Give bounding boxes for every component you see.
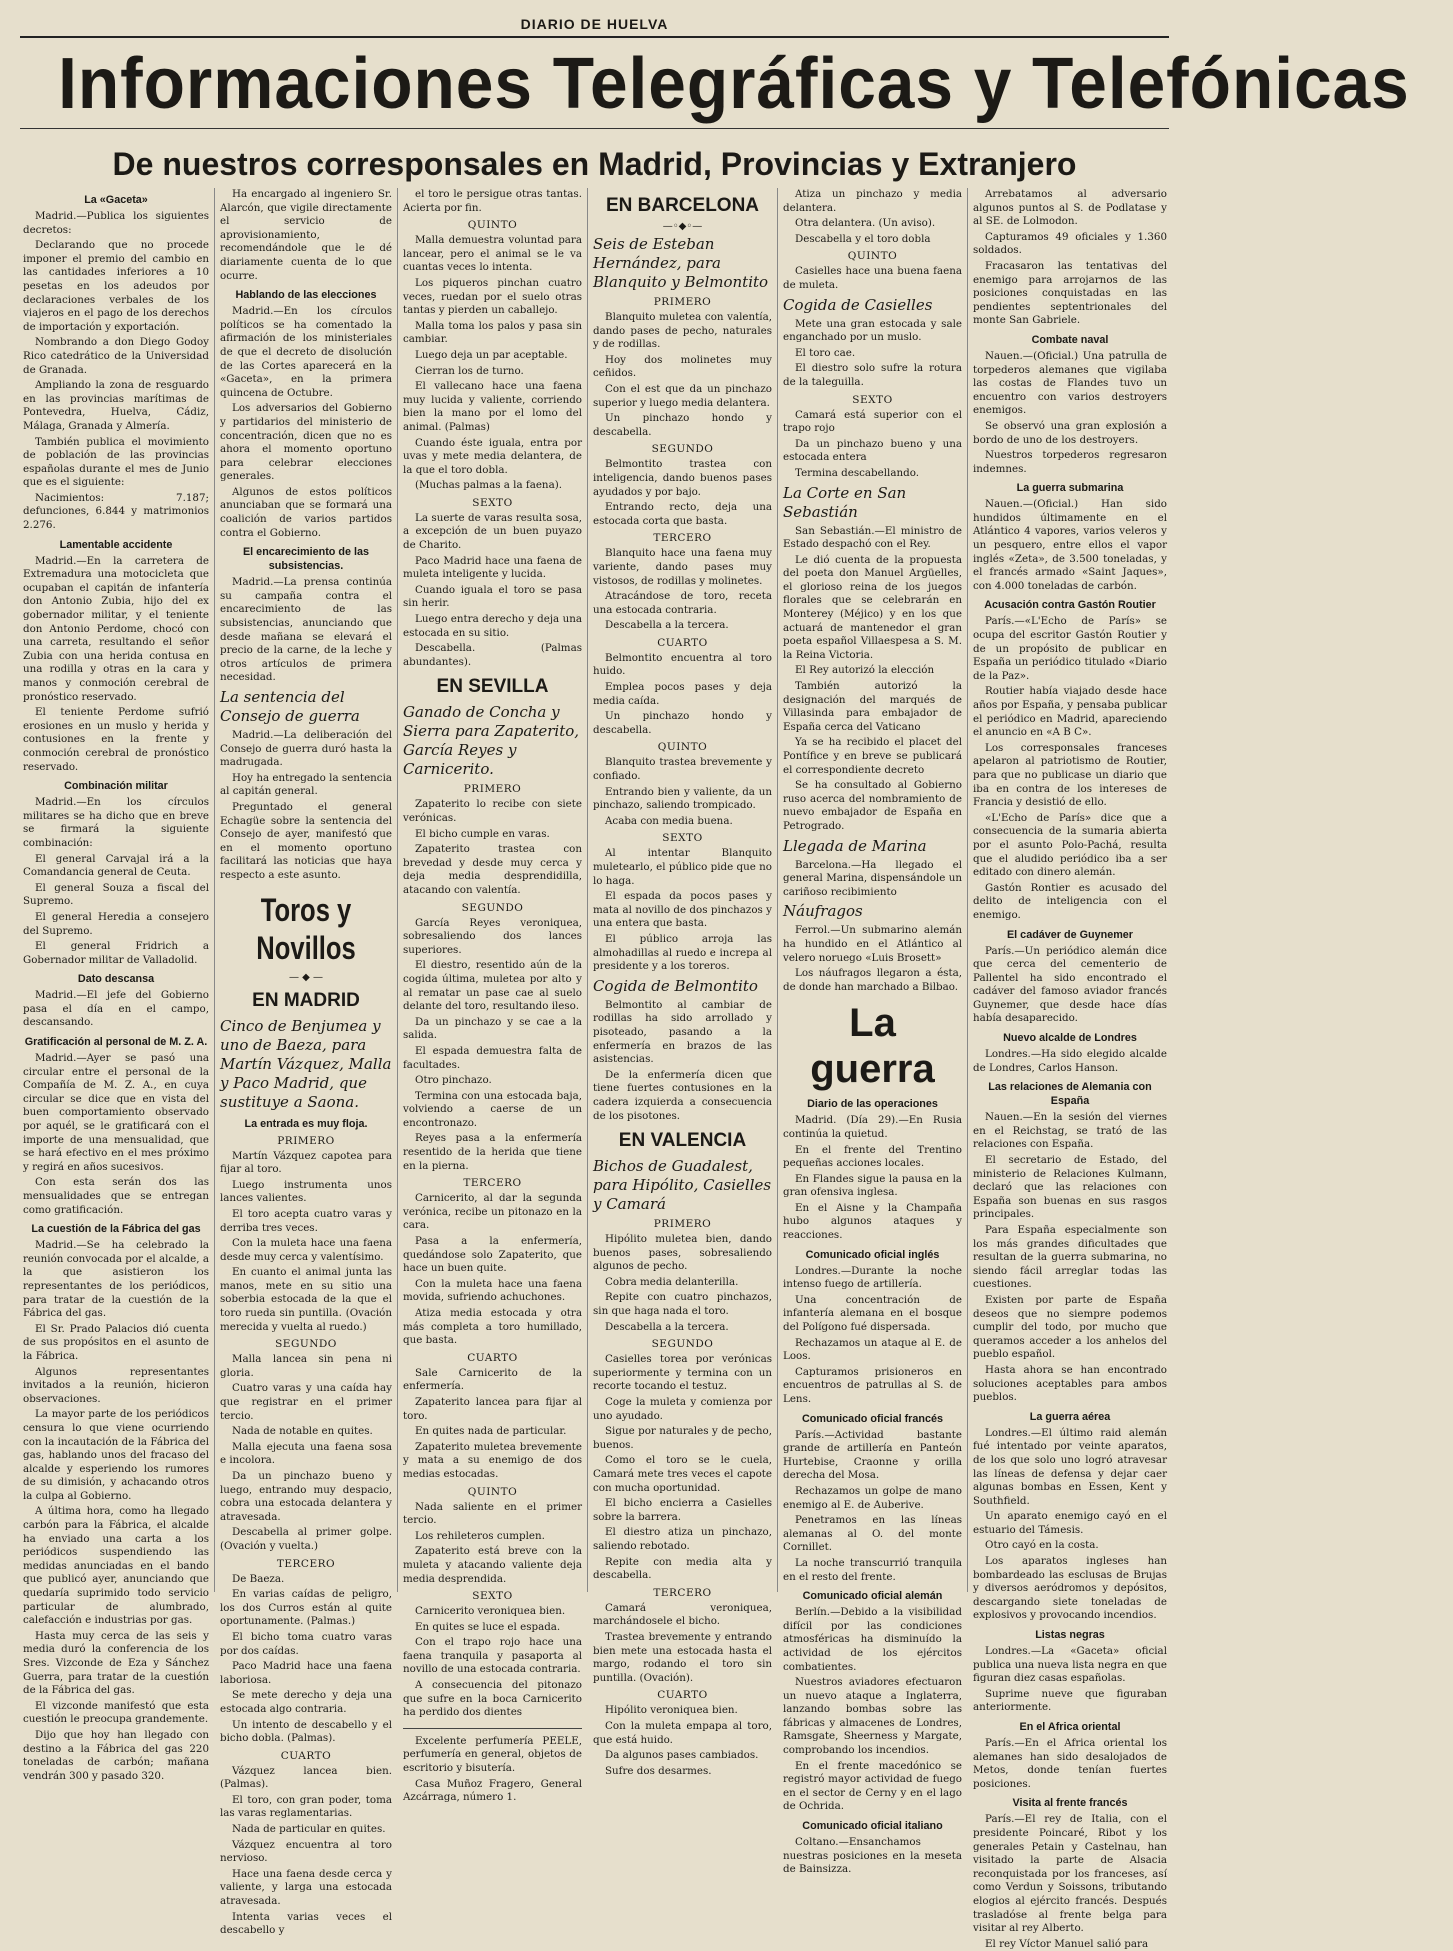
ad-text: Excelente perfumería PEELE, perfumería en general, objetos de escritorio y bisutería. [403,1734,582,1775]
paragraph: Luego instrumenta unos lances valientes. [220,1178,392,1205]
paragraph: Coge la muleta y comienza por uno ayudado. [593,1396,772,1422]
paragraph: Pasa a la enfermería, quedándose solo Zapaterito, que hace un buen quite. [403,1235,582,1275]
running-header: DIARIO DE HUELVA [20,16,1169,38]
paragraph: Madrid.—Ayer se pasó una circular entre el personal de la Compañía de M. Z. A., en cuya circular se dice que en vista del buen comportamiento observado por aquél, se le gratificará con el importe de una mensualidad, que se hará efectivo en el mes próximo y regirá en años sucesivos. [23,1052,209,1173]
heading-comunicado-aleman: Comunicado oficial alemán [802,1590,943,1603]
header-rule [20,128,1169,129]
paragraph: De Baeza. [232,1572,285,1585]
paragraph: Cuando éste iguala, entra por uvas y mete media delantera, de la que el toro dobla. [403,436,582,476]
paragraph: Berlín.—Debido a la visibilidad difícil por las condiciones atmosféricas ha disminuído la actividad de los ejércitos combatientes. [783,1606,962,1673]
toro-label: CUARTO [657,1689,708,1702]
paragraph: Madrid.—En la carretera de Extremadura una motocicleta que ocupaban el capitán de infantería don Antonio Zubia, hijo del ex gobernador militar, y el teniente don Antonio Perdome, chocó con una carreta, resultando el señor Zubia con una herida contusa en una rodilla y otras en la cara y manos y conmoción cerebral de pronóstico reservado. [23,554,209,703]
paragraph: Routier había viajado desde hace años por España, y pensaba publicar el periódico en Madrid, apareciendo el anuncio en «A B C». [973,685,1167,739]
heading-listas-negras: Listas negras [1035,1629,1105,1642]
paragraph: Casielles hace una buena faena de muleta. [783,265,962,291]
paragraph: Penetramos en las líneas alemanas al O. del monte Cornillet. [783,1514,962,1554]
paragraph: Un intento de descabello y el bicho dobla. (Palmas). [220,1718,392,1745]
toro-label: SEXTO [472,1590,513,1603]
paragraph: El secretario de Estado, del ministerio de Relaciones Kulmann, declaró que las relaciones con España son buenas en sus rasgos principales. [973,1154,1167,1221]
toro-label: QUINTO [657,741,708,754]
paragraph: Se observó una gran explosión a bordo de uno de los destroyers. [973,419,1167,446]
paragraph: Martín Vázquez capotea para fijar al toro. [220,1149,392,1176]
paragraph: El general Heredia a consejero del Supremo. [23,910,209,937]
paragraph: El bicho encierra a Casielles sobre la barrera. [593,1497,772,1523]
paragraph: Nombrando a don Diego Godoy Rico catedrático de la Universidad de Granada. [23,336,209,376]
paragraph: Malla toma los palos y pasa sin cambiar. [403,319,582,346]
paragraph: Luego deja un par aceptable. [415,348,568,361]
paragraph: Ampliando la zona de resguardo en las provincias marítimas de Pontevedra, Huelva, Cádiz, Málaga, Granada y Almería. [23,379,209,432]
paragraph: El vizconde manifestó que esta cuestión le preocupa grandemente. [23,1699,209,1726]
paragraph: Sufre dos desarmes. [605,1764,712,1777]
paragraph: Da un pinchazo y se cae a la salida. [403,1015,582,1042]
toro-label: CUARTO [657,636,708,649]
heading-guerra-aerea: La guerra aérea [1029,1410,1111,1423]
paragraph: Intenta varias veces el descabello y [220,1910,392,1937]
paragraph: El toro, con gran poder, toma las varas reglamentarias. [220,1793,392,1820]
toro-label: SEGUNDO [651,1338,714,1351]
paragraph: En el frente macedónico se registró mayor actividad de fuego en el sector de Cerny y en el lago de Ochrida. [783,1759,962,1813]
paragraph: Hoy ha entregado la sentencia al capitán general. [220,771,392,798]
paragraph: Nuestros aviadores efectuaron un nuevo ataque a Inglaterra, lanzando bombas sobre las fábricas y almacenes de Londres, Ramsgate, Sheerness y Margate, comprobando los incendios. [783,1676,962,1757]
heading-naufragos: Náufragos [783,902,863,921]
paragraph: Se ha consultado al Gobierno ruso acerca del nombramiento de nuevo embajador de España en Petrogrado. [783,779,962,832]
paragraph: Atiza media estocada y otra más completa a toro humillado, que basta. [403,1307,582,1347]
paragraph: Le dió cuenta de la propuesta del poeta don Manuel Argüelles, el glorioso reina de los juegos florales que se celebrarán en Monterey (Méjico) y en los que actuará de mantenedor el gran poeta español Villaespesa a S. M. la Reina Victoria. [783,553,962,661]
heading-fabrica-gas: La cuestión de la Fábrica del gas [31,1223,201,1236]
paragraph: Otra delantera. (Un aviso). [795,217,936,230]
paragraph: el toro le persigue otras tantas. Acierta por fin. [403,188,582,214]
paragraph: El Rey autorizó la elección [795,664,935,677]
section-subtitle: De nuestros corresponsales en Madrid, Provincias y Extranjero [112,146,1077,182]
paragraph: Madrid.—En los círculos militares se ha dicho que en breve se firmará la siguiente combinación: [23,796,209,849]
toro-label: PRIMERO [277,1134,335,1147]
paragraph: Hipólito veroniquea bien. [605,1704,738,1717]
paragraph: Con la muleta hace una faena desde muy cerca y valentísimo. [220,1237,392,1263]
paragraph: Londres.—La «Gaceta» oficial publica una nueva lista negra en que figuran diez casas españolas. [973,1645,1167,1685]
heading-visita-frente: Visita al frente francés [1012,1797,1128,1810]
paragraph: El diestro solo sufre la rotura de la taleguilla. [783,362,962,388]
toro-label: SEGUNDO [651,443,714,456]
paragraph: Zapaterito está breve con la muleta y atacando valiente deja media desprendida. [403,1545,582,1585]
heading-comunicado-italiano: Comunicado oficial italiano [802,1820,943,1833]
toro-label: CUARTO [280,1749,332,1762]
column-4 [588,188,778,1777]
paragraph: Entrando bien y valiente, da un pinchazo, saliendo trompicado. [593,785,772,812]
paragraph: El rey Víctor Manuel salió para [985,1937,1149,1950]
paragraph: Blanquito trastea brevemente y confiado. [593,756,772,783]
paragraph: Suprime nueve que figuraban anteriormente. [973,1687,1167,1714]
heading-toros-novillos: Toros y Novillos [256,891,356,966]
paragraph: Con esta serán dos las mensualidades que se entregan como gratificación. [23,1176,209,1216]
heading-gaceta: La «Gaceta» [84,194,148,206]
paragraph: Malla lancea sin pena ni gloria. [220,1353,392,1379]
subheading-ganaderia: Seis de Esteban Hernández, para Blanquito y Belmontito [593,235,769,291]
paragraph: El general Carvajal irá a la Comandancia general de Ceuta. [23,852,209,879]
paragraph: El espada demuestra falta de facultades. [403,1044,582,1071]
paragraph: Luego entra derecho y deja una estocada en su sitio. [403,613,582,639]
paragraph: Hasta muy cerca de las seis y media duró la conferencia de los Sres. Vizconde de Eza y Sánchez Guerra, para tratar de la cuestión de la Fábrica del gas. [23,1629,209,1697]
toro-label: TERCERO [463,1177,522,1190]
subheading-ganaderia: Ganado de Concha y Sierra para Zapaterito, García Reyes y Carnicerito. [403,703,580,779]
heading-en-valencia: EN VALENCIA [618,1130,747,1152]
heading-diario-operaciones: Diario de las operaciones [807,1098,938,1111]
paragraph: Carnicerito veroniquea bien. [415,1605,566,1618]
paragraph: Nauen.—En la sesión del viernes en el Reichstag, se trató de las relaciones con España. [973,1111,1167,1151]
paragraph: Belmontito al cambiar de rodillas ha sido arrollado y pisoteado, pasando a la enfermería en brazos de las asistencias. [593,998,772,1066]
paragraph: Da un pinchazo bueno y una estocada entera [783,437,962,464]
paragraph: En el Aisne y la Champaña hubo algunos ataques y reacciones. [783,1201,962,1242]
paragraph: Trastea brevemente y entrando bien mete una estocada hasta el margo, rodando el toro sin puntilla. (Ovación). [593,1630,772,1684]
heading-entrada: La entrada es muy floja. [244,1117,368,1130]
paragraph: París.—En el Africa oriental los alemanes han sido desalojados de Metos, donde tenían fuertes posiciones. [973,1737,1167,1790]
paragraph: Madrid.—En los círculos políticos se ha comentado la afirmación de los ministeriales de que el decreto de disolución de las Cortes aparecerá en la «Gaceta», en la primera quincena de Octubre. [220,305,392,399]
paragraph: Belmontito trastea con inteligencia, dando buenos pases ayudados y por bajo. [593,458,772,498]
paragraph: Hoy dos molinetes muy ceñidos. [593,353,772,380]
paragraph: Coltano.—Ensanchamos nuestras posiciones en la meseta de Bainsizza. [783,1836,962,1876]
paragraph: París.—El rey de Italia, con el presidente Poincaré, Ribot y los generales Petain y Castelnau, han visitado la parte de Alsacia reconquistada por los franceses, así como Verdun y Soissons, tributando elogios al ejército francés. Después trasladóse al frente belga para visitar al rey Alberto. [973,1813,1167,1935]
paragraph: El toro acepta cuatro varas y derriba tres veces. [220,1207,392,1234]
toro-label: SEGUNDO [461,901,524,914]
paragraph: García Reyes veroniquea, sobresaliendo dos lances superiores. [403,916,582,956]
paragraph: París.—Un periódico alemán dice que cerca del cementerio de Pallentel ha sido encontrado el cadáver del famoso aviador francés Guynemer, que desde hace días había desaparecido. [973,944,1167,1025]
column-5 [778,188,968,1876]
paragraph: A consecuencia del pitonazo que sufre en la boca Carnicerito ha perdido dos dientes [403,1679,582,1719]
toro-label: PRIMERO [653,296,712,308]
paragraph: Un pinchazo hondo y descabella. [593,412,772,438]
paragraph: Arrebatamos al adversario algunos puntos al S. de Podlatase y al SE. de Lolmodon. [973,188,1167,228]
heading-elecciones: Hablando de las elecciones [235,289,377,302]
paragraph: Cierran los de turno. [415,364,524,377]
paragraph: El general Souza a fiscal del Supremo. [23,881,209,908]
heading-alcalde-londres: Nuevo alcalde de Londres [1003,1032,1137,1045]
paragraph: Con la muleta hace una faena movida, sufriendo achuchones. [403,1277,582,1304]
paragraph: Da algunos pases cambiados. [605,1749,759,1762]
paragraph: Descabella y el toro dobla [795,232,931,245]
paragraph: La suerte de varas resulta sosa, a excepción de un buen puyazo de Charito. [403,511,582,552]
paragraph: Blanquito hace una faena muy variente, dando pases muy vistosos, de rodillas y molinetes. [593,547,772,587]
paragraph: «L'Echo de París» dice que a consecuencia de la sumaria abierta por el asunto Polo-Pachá, resulta que el aludido periódico iba a ser editado con dinero alemán. [973,811,1167,879]
paragraph: Paco Madrid hace una faena de muleta inteligente y lucida. [403,554,582,581]
paragraph: Los rehileteros cumplen. [415,1529,545,1542]
paragraph: Los aparatos ingleses han bombardeado las esclusas de Brujas y diversos aeródromos y depósitos, descargando siete toneladas de explosivos y provocando incendios. [973,1555,1167,1622]
heading-en-barcelona: EN BARCELONA [605,195,760,216]
heading-alemania-espana: Las relaciones de Alemania con España [988,1081,1152,1108]
paragraph: Zapaterito lo recibe con siete verónicas. [403,798,582,824]
paragraph: Fracasaron las tentativas del enemigo para arrojarnos de las posiciones conquistadas en las pendientes septentrionales del monte San Gabriele. [973,259,1167,327]
paragraph: Algunos de estos políticos anunciaban que se formará una coalición de varios partidos contra el Gobierno. [220,485,392,539]
paragraph: La mayor parte de los periódicos censura lo que viene ocurriendo con la incautación de la Fábrica del gas, hablando unos del fracaso del alcalde y esperiendo los rumores de su dimisión, y achacando otros la culpa al Gobierno. [23,1408,209,1502]
paragraph: Nada de notable en quites. [232,1425,373,1438]
toro-label: CUARTO [467,1351,518,1364]
heading-cogida-belmontito: Cogida de Belmontito [593,976,758,995]
paragraph: Da un pinchazo bueno y luego, entrando muy despacio, cobra una estocada delantera y atravesada. [220,1470,392,1523]
paragraph: Los adversarios del Gobierno y partidarios del ministerio de concentración, dicen que no es ahora el momento oportuno para celebrar elecciones generales. [220,402,392,483]
ornament-divider: —◦◆◦— [662,221,703,232]
paragraph: Un aparato enemigo cayó en el estuario del Támesis. [973,1510,1167,1536]
heading-llegada-marina: Llegada de Marina [783,836,927,855]
paragraph: Belmontito encuentra al toro huido. [593,651,772,678]
paragraph: Otro pinchazo. [415,1074,492,1087]
paragraph: Preguntado el general Echagüe sobre la sentencia del Consejo de ayer, manifestó que en el momento oportuno facilitará las noticias que haya respecto a este asunto. [220,800,392,881]
paragraph: Nauen.—(Oficial.) Una patrulla de torpederos alemanes que vigilaba las costas de Flandes tuvo un encuentro con varios destroyers enemigos. [973,349,1167,417]
paragraph: De la enfermería dicen que tiene fuertes contusiones en la cadera izquierda a consecuencia de los pisotones. [593,1068,772,1122]
paragraph: Los corresponsales franceses apelaron al patriotismo de Routier, para que no publicase un diario que iba en contra de los intereses de Francia y desistió de ello. [973,741,1167,809]
paragraph: Madrid.—El jefe del Gobierno pasa el día en el campo, descansando. [23,989,209,1029]
paragraph: Declarando que no procede imponer el premio del cambio en las cantidades inferiores a 10 pesetas en los adeudos por declaraciones verbales de los viajeros en el pago de los derechos de importación y exportación. [23,239,209,333]
paragraph: Zapaterito trastea con brevedad y desde muy cerca y deja media desprendidilla, atacando con valentía. [403,843,582,896]
heading-accidente: Lamentable accidente [59,538,173,551]
paragraph: Los náufragos llegaron a ésta, de donde han marchado a Bilbao. [783,967,962,993]
paragraph: Nauen.—(Oficial.) Han sido hundidos últimamente en el Atlántico 4 vapores, varios veleros y un pesquero, entre ellos el vapor inglés «Zeta», de 3.500 toneladas, y el francés armado «Saint Jaques», con 4.000 toneladas de carbón. [973,498,1167,592]
paragraph: Otro cayó en la costa. [985,1539,1099,1552]
paragraph: Mete una gran estocada y sale enganchado por un muslo. [783,317,962,344]
paragraph: Ferrol.—Un submarino alemán ha hundido en el Atlántico al velero noruego «Luis Brosett» [783,924,962,964]
subheading-ganaderia: Cinco de Benjumea y uno de Baeza, para Martín Vázquez, Malla y Paco Madrid, que sustituye a Saona. [220,1016,392,1111]
paragraph: Blanquito muletea con valentía, dando pases de pecho, naturales y de rodillas. [593,311,772,351]
toro-label: TERCERO [653,1586,712,1599]
paragraph: Capturamos 49 oficiales y 1.360 soldados. [973,230,1167,257]
paragraph: París.—Actividad bastante grande de artillería en Panteón Hurtebise, Craonne y orilla derecha del Mosa. [783,1428,962,1482]
paragraph: El general Fridrich a Gobernador militar de Valladolid. [23,940,209,966]
column-6 [968,188,1172,1950]
paragraph: Hipólito muletea bien, dando buenos pases, sobresaliendo algunos de pecho. [593,1233,772,1273]
heading-guerra-submarina: La guerra submarina [1016,482,1124,495]
paragraph: Termina descabellando. [795,466,919,479]
heading-combate-naval: Combate naval [1031,333,1109,346]
paragraph: En quites se luce el espada. [415,1620,561,1633]
paragraph: Gastón Rontier es acusado del delito de inteligencia con el enemigo. [973,881,1167,921]
heading-guynemer: El cadáver de Guynemer [1006,928,1134,941]
paragraph: Carnicerito, al dar la segunda verónica, recibe un pitonazo en la cara. [403,1192,582,1232]
paragraph: También publica el movimiento de población de las provincias españolas durante el mes de Junio que es el siguiente: [23,435,209,489]
paragraph: Una concentración de infantería alemana en el bosque del Polígono fué dispersada. [783,1293,962,1334]
paragraph: El teniente Perdome sufrió erosiones en un muslo y herida y contusiones en la frente y conmoción cerebral de pronóstico reservado. [23,706,209,773]
paragraph: Vázquez encuentra al toro nervioso. [220,1838,392,1865]
heading-gratificacion: Gratificación al personal de M. Z. A. [24,1036,208,1049]
paragraph: Londres.—El último raid alemán fué intentado por veinte aparatos, de los que solo uno logró atravesar las líneas de defensa y dejar caer algunas bombas en Essen, Kent y Southfield. [973,1426,1167,1507]
paragraph: La noche transcurrió tranquila en el resto del frente. [783,1556,962,1583]
paragraph: En el frente del Trentino pequeñas acciones locales. [783,1143,962,1170]
heading-en-madrid: EN MADRID [252,989,360,1011]
column-2 [215,188,398,1937]
article-columns [18,188,1172,1950]
paragraph: En Flandes sigue la pausa en la gran ofensiva inglesa. [783,1172,962,1199]
paragraph: Malla ejecuta una faena sosa e incolora. [220,1440,392,1467]
paragraph: Repite con cuatro pinchazos, sin que haga nada el toro. [593,1291,772,1318]
column-1 [18,188,215,1782]
paragraph: Ha encargado al ingeniero Sr. Alarcón, que vigile directamente el servicio de aprovisionamiento, recomendándole que le dé diariamente cuenta de lo que ocurre. [220,188,392,282]
paragraph: Capturamos prisioneros en encuentros de patrullas al S. de Lens. [783,1365,962,1405]
paragraph: Emplea pocos pases y deja media caída. [593,681,772,707]
paragraph: En quites nada de particular. [415,1425,567,1438]
heading-subsistencias: El encarecimiento de las subsistencias. [242,546,370,573]
paragraph: El diestro atiza un pinchazo, saliendo rebotado. [593,1526,772,1552]
paragraph: Vázquez lancea bien. (Palmas). [220,1764,392,1791]
paragraph: El público arroja las almohadillas al ruedo e increpa al presidente y a los toreros. [593,932,772,973]
heading-comunicado-ingles: Comunicado oficial inglés [805,1248,940,1261]
paragraph: Londres.—Ha sido elegido alcalde de Londres, Carlos Hanson. [973,1048,1167,1074]
heading-comunicado-frances: Comunicado oficial francés [802,1412,943,1425]
paragraph: Nuestros torpederos regresaron indemnes. [973,449,1167,475]
paragraph: Casielles torea por verónicas superiormente y termina con un recorte tocando el testuz. [593,1353,772,1393]
paragraph: Con el est que da un pinchazo superior y luego media delantera. [593,382,772,409]
paragraph: Repite con media alta y descabella. [593,1555,772,1582]
paragraph: Camará está superior con el trapo rojo [783,408,962,435]
paragraph: Un pinchazo hondo y descabella. [593,710,772,736]
toro-label: TERCERO [653,532,712,545]
heading-en-sevilla: EN SEVILLA [436,676,549,698]
ornament-divider: — ◆ — [288,971,324,983]
paragraph: Rechazamos un golpe de mano enemigo al E. de Auberive. [783,1484,962,1511]
paragraph: A última hora, como ha llegado carbón para la Fábrica, el alcalde ha enviado una carta a los periódicos suspendiendo las medidas anunciadas en el bando que publicó ayer, anunciando que quedaría suprimido todo servicio particular de alumbrado, calefacción e industrias por gas. [23,1505,209,1627]
paragraph: El espada da pocos pases y mata al novillo de dos pinchazos y una entera que basta. [593,890,772,930]
paragraph: Rechazamos un ataque al E. de Loos. [783,1336,962,1363]
paragraph: Sigue por naturales y de pecho, buenos. [593,1425,772,1451]
column-3 [398,188,588,1804]
paragraph: El vallecano hace una faena muy lucida y valiente, corriendo bien la mano por el lomo del animal. (Palmas) [403,380,582,433]
paragraph: El bicho toma cuatro varas por dos caídas. [220,1630,392,1657]
paragraph: Se mete derecho y deja una estocada algo contraria. [220,1689,392,1715]
paragraph: Malla demuestra voluntad para lancear, pero el animal se le va cuantas veces lo intenta. [403,234,582,274]
toro-label: PRIMERO [463,783,522,796]
paragraph: (Muchas palmas a la faena). [415,479,562,492]
paragraph: Descabella al primer golpe. (Ovación y vuelta.) [220,1526,392,1552]
main-headline [15,44,1410,124]
toro-label: QUINTO [847,250,898,263]
paragraph: En varias caídas de peligro, los dos Curros están al quite oportunamente. (Palmas.) [220,1588,392,1628]
toro-label: SEXTO [852,393,893,406]
toro-label: TERCERO [276,1557,336,1570]
toro-label: SEGUNDO [275,1338,337,1351]
paragraph: Atracándose de toro, receta una estocada contraria. [593,590,772,616]
paragraph: Nacimientos: 7.187; defunciones, 6.844 y matrimonios 2.276. [23,491,209,532]
paragraph: Hace una faena desde cerca y valiente, y larga una estocada atravesada. [220,1867,392,1908]
paragraph: Acaba con media buena. [605,814,733,827]
paragraph: Nada saliente en el primer tercio. [403,1500,582,1527]
paragraph: Cuando iguala el toro se pasa sin herir. [403,583,582,610]
paragraph: Reyes pasa a la enfermería resentido de la herida que tiene en la pierna. [403,1132,582,1172]
paragraph: Cobra media delanterilla. [605,1275,739,1288]
paragraph: Madrid.—La prensa continúa su campaña contra el encarecimiento de las subsistencias, anunciando que desde mañana se elevará el precio de la carne, de la leche y otros artículos de primera necesidad. [220,576,392,684]
paragraph: Con la muleta empapa al toro, que está huido. [593,1719,772,1746]
paragraph: Sale Carnicerito de la enfermería. [403,1366,582,1393]
paragraph: Cuatro varas y una caída hay que registrar en el primer tercio. [220,1382,392,1422]
paragraph: Madrid.—Publica los siguientes decretos: [23,210,209,236]
main-headline-text: Informaciones Telegráficas y Telefónicas [58,44,1410,124]
toro-label: SEXTO [662,832,703,845]
paragraph: Descabella a la tercera. [605,1320,729,1333]
paragraph: Barcelona.—Ha llegado el general Marina, dispensándole un cariñoso recibimiento [783,858,962,898]
paragraph: Al intentar Blanquito muletearlo, el público pide que no lo haga. [593,847,772,887]
paragraph: París.—«L'Echo de París» se ocupa del escritor Gastón Routier y de un propósito de publicar en España un periódico titulado «Diario de la Paz». [973,615,1167,682]
paragraph: Paco Madrid hace una faena laboriosa. [220,1660,392,1686]
advertisement [403,1728,582,1805]
toro-label: QUINTO [467,219,518,232]
heading-africa-oriental: En el Africa oriental [1019,1721,1121,1733]
heading-la-guerra: La guerra [810,1001,935,1092]
paragraph: Algunos representantes invitados a la reunión, hicieron observaciones. [23,1365,209,1405]
paragraph: Ya se ha recibido el placet del Pontífice y en breve se publicará el correspondiente decreto [783,736,962,776]
heading-dato: Dato descansa [77,973,155,986]
paragraph: Londres.—Durante la noche intenso fuego de artillería. [783,1264,962,1291]
paragraph: Descabella a la tercera. [605,619,729,632]
toro-label: PRIMERO [653,1218,712,1231]
paragraph: Zapaterito lancea para fijar al toro. [403,1395,582,1422]
heading-cogida-casielles: Cogida de Casielles [783,295,933,314]
paragraph: Para España especialmente son los más grandes dificultades que resultan de la guerra submarina, no siendo fácil arreglar todas las cuestiones. [973,1224,1167,1291]
heading-gaston-routier: Acusación contra Gastón Routier [984,599,1156,612]
paragraph: El toro cae. [795,346,856,359]
paragraph: En cuanto el animal junta las manos, mete en su sitio una soberbia estocada de la que el toro rueda sin puntilla. (Ovación merecida y vuelta al ruedo.) [220,1266,392,1333]
paragraph: Nada de particular en quites. [232,1823,386,1836]
paragraph: Descabella. (Palmas abundantes). [403,642,582,668]
paragraph: Hasta ahora se han encontrado soluciones aceptables para ambos pueblos. [973,1363,1167,1404]
paragraph: Madrid.—Se ha celebrado la reunión convocada por el alcalde, a la que asistieron los representantes de los periódicos, para tratar de la cuestión de la Fábrica del gas. [23,1239,209,1320]
paragraph: Atiza un pinchazo y media delantera. [783,188,962,214]
heading-corte-san-sebastian: La Corte en San Sebastián [783,483,907,521]
paragraph: Zapaterito muletea brevemente y mata a su enemigo de dos medias estocadas. [403,1440,582,1480]
paragraph: Madrid. (Día 29).—En Rusia continúa la quietud. [783,1114,962,1140]
paragraph: Camará veroniquea, marchándosele el bicho. [593,1601,772,1628]
subheading-ganaderia: Bichos de Guadalest, para Hipólito, Casielles y Camará [593,1157,772,1214]
paragraph: El bicho cumple en varas. [415,827,550,840]
toro-label: QUINTO [467,1485,518,1498]
paragraph: Como el toro se le cuela, Camará mete tres veces el capote con mucha oportunidad. [593,1454,772,1494]
paragraph: El Sr. Prado Palacios dió cuenta de sus propósitos en el asunto de la Fábrica. [23,1322,209,1362]
paragraph: Los piqueros pinchan cuatro veces, ruedan por el suelo otras tantas y pierden un caballejo. [403,276,582,317]
paragraph: San Sebastián.—El ministro de Estado despachó con el Rey. [783,524,962,551]
paragraph: Con el trapo rojo hace una faena tranquila y pasaporta al novillo de una estocada contraria. [403,1636,582,1676]
paragraph: También autorizó la designación del marqués de Villasinda para embajador de España cerca del Vaticano [783,680,962,733]
paragraph: Termina con una estocada baja, volviendo a caerse de un encontronazo. [403,1089,582,1129]
paragraph: Existen por parte de España deseos que no siempre podemos cumplir del todo, por mucho que queramos acceder a los anhelos del pueblo español. [973,1293,1167,1361]
toro-label: SEXTO [472,496,513,509]
heading-sentencia: La sentencia del Consejo de guerra [220,688,360,725]
heading-combinacion: Combinación militar [64,780,168,793]
paragraph: Dijo que hoy han llegado con destino a la Fábrica del gas 220 toneladas de carbón; mañana vendrán 300 y pasado 320. [23,1728,209,1782]
paragraph: Entrando recto, deja una estocada corta que basta. [593,501,772,527]
ad-address: Casa Muñoz Fragero, General Azcárraga, número 1. [403,1777,582,1804]
paragraph: El diestro, resentido aún de la cogida última, muletea por alto y al rematar un pase cae al suelo delante del toro, resultando ileso. [403,959,582,1013]
paragraph: Madrid.—La deliberación del Consejo de guerra duró hasta la madrugada. [220,729,392,769]
